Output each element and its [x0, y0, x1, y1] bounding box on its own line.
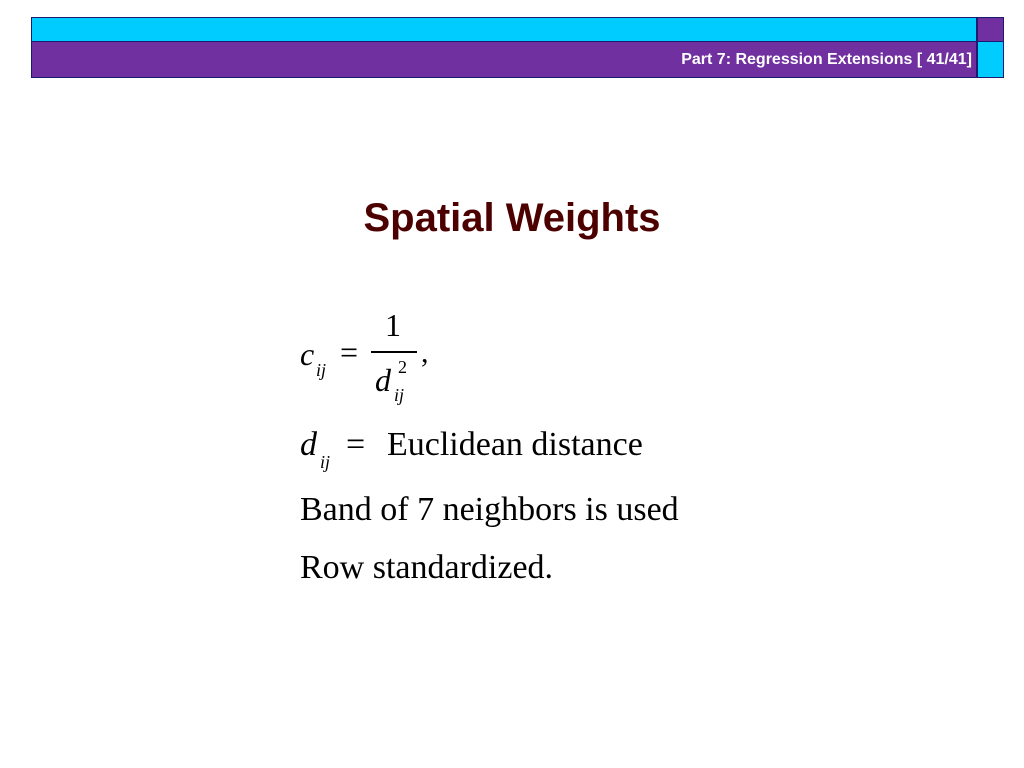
slide-label: Part 7: Regression Extensions [ 41/41] — [681, 51, 972, 68]
bullet-line: Row standardized. — [300, 549, 554, 586]
definition-text: Euclidean distance — [387, 426, 643, 463]
header-band-top — [31, 17, 977, 42]
fraction-bar — [371, 351, 417, 353]
definition-var: d — [300, 426, 317, 463]
formula-equals: = — [340, 334, 359, 370]
formula-lhs-var: c — [300, 336, 315, 372]
bullet-line: Band of 7 neighbors is used — [300, 491, 679, 528]
slide-title: Spatial Weights — [363, 196, 661, 240]
formula-lhs-sub: ij — [316, 360, 327, 380]
formula-trailing-comma: , — [421, 336, 429, 369]
definition-sub: ij — [320, 452, 331, 472]
definition-equals: = — [346, 426, 366, 463]
formula-den-sub: ij — [394, 385, 405, 405]
formula-den-var: d — [375, 362, 391, 398]
formula-numerator: 1 — [385, 307, 401, 343]
formula-den-sup: 2 — [398, 357, 407, 377]
header-corner-top — [977, 17, 1004, 42]
header-corner-main — [977, 42, 1004, 78]
